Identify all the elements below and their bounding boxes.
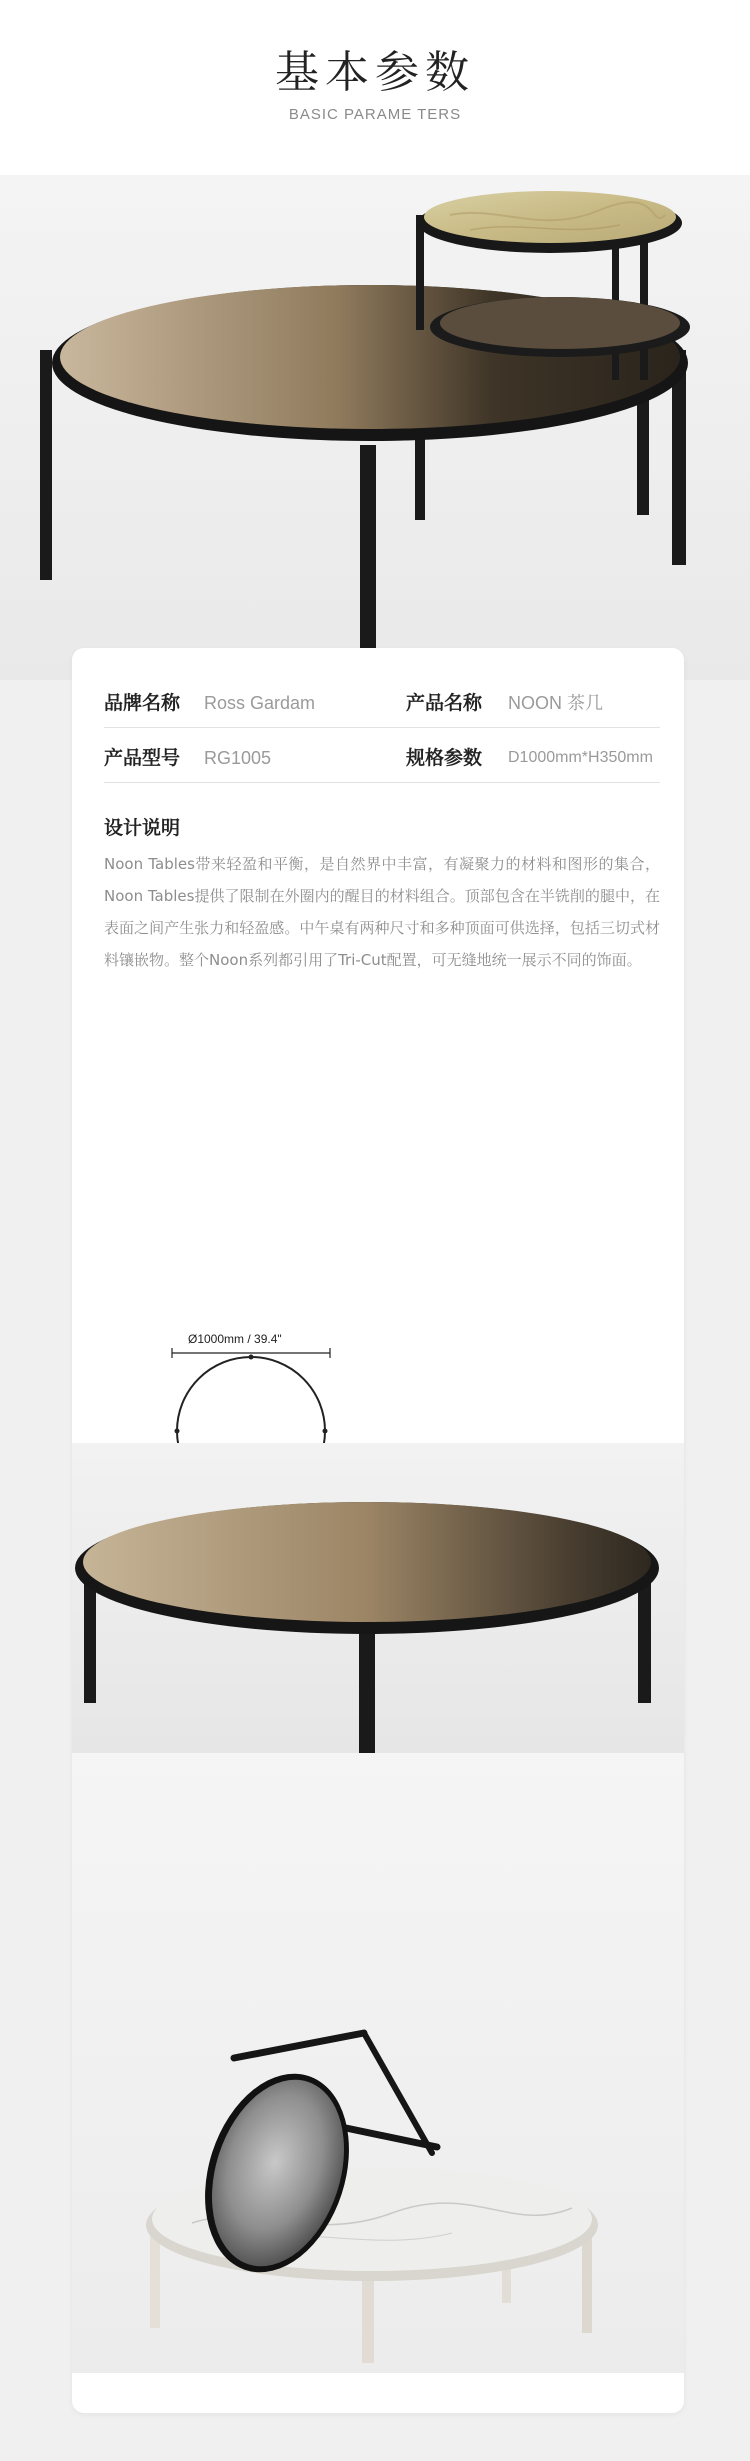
brand-label: 品牌名称	[104, 692, 181, 714]
hero-image	[0, 175, 750, 680]
brand-value: Ross Gardam	[204, 693, 316, 713]
page-title: 基本参数	[275, 47, 475, 98]
page-header	[0, 0, 750, 175]
spec-label: 规格参数	[406, 747, 483, 769]
design-title: 设计说明	[104, 817, 181, 839]
product-name-value: NOON 茶几	[508, 693, 604, 713]
product-name-label: 产品名称	[406, 692, 483, 714]
design-text: Noon Tables带来轻盈和平衡，是自然界中丰富，有凝聚力的材料和图形的集合，Noon Tables提供了限制在外圈内的醒目的材料组合。顶部包含在半铣削的腿中，在表面之间产生张力和轻盈感。中午桌有两种尺寸和多种顶面可供选择，包括三切式材料镶嵌物。整个Noon系列都引用了Tri-Cut配置，可无缝地统一展示不同的饰面。	[104, 855, 660, 969]
bronze-table-illustration	[72, 1443, 684, 1753]
hero-table-illustration	[0, 175, 750, 680]
page-subtitle: BASIC PARAME TERS	[288, 106, 462, 123]
marble-table-illustration	[72, 1753, 684, 2373]
model-label: 产品型号	[104, 747, 181, 769]
diameter-dimension-label: Ø1000mm / 39.4"	[188, 1332, 282, 1346]
param-row-model	[104, 733, 660, 783]
product-photo-bronze	[72, 1443, 684, 1753]
info-card	[72, 648, 684, 2413]
spec-value: D1000mm*H350mm	[508, 749, 653, 766]
model-value: RG1005	[204, 748, 272, 768]
param-row-brand	[104, 678, 660, 728]
product-photo-marble	[72, 1753, 684, 2373]
